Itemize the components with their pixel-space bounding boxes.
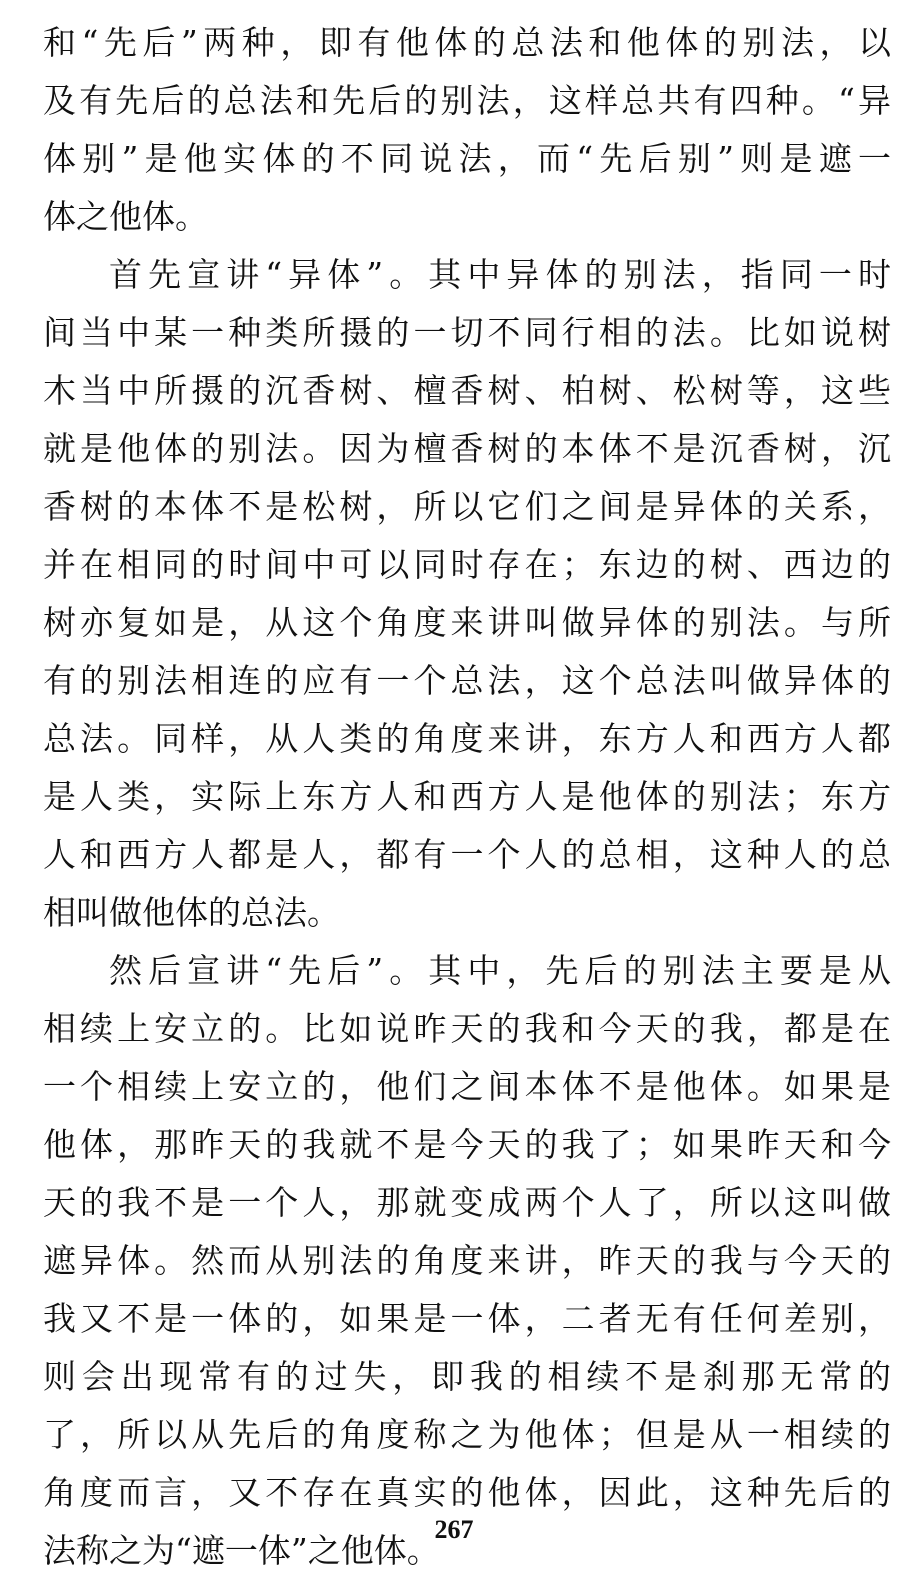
text-line: 及有先后的总法和先后的别法，这样总共有四种。“异: [43, 81, 891, 120]
text-line: 他体，那昨天的我就不是今天的我了；如果昨天和今: [43, 1125, 891, 1164]
text-line: 香树的本体不是松树，所以它们之间是异体的关系，: [43, 487, 891, 526]
text-line: 一个相续上安立的，他们之间本体不是他体。如果是: [43, 1067, 891, 1106]
text-line: 体之他体。: [43, 197, 208, 236]
text-line: 和“先后”两种，即有他体的总法和他体的别法，以: [43, 23, 891, 62]
text-line: 则会出现常有的过失，即我的相续不是刹那无常的: [43, 1357, 891, 1396]
text-line: 首先宣讲“异体”。其中异体的别法，指同一时: [109, 255, 891, 294]
text-line: 是人类，实际上东方人和西方人是他体的别法；东方: [43, 777, 891, 816]
text-line: 体别”是他实体的不同说法，而“先后别”则是遮一: [43, 139, 891, 178]
text-line: 我又不是一体的，如果是一体，二者无有任何差别，: [43, 1299, 891, 1338]
text-line: 间当中某一种类所摄的一切不同行相的法。比如说树: [43, 313, 891, 352]
text-line: 人和西方人都是人，都有一个人的总相，这种人的总: [43, 835, 891, 874]
text-line: 总法。同样，从人类的角度来讲，东方人和西方人都: [43, 719, 891, 758]
text-line: 了，所以从先后的角度称之为他体；但是从一相续的: [43, 1415, 891, 1454]
text-line: 天的我不是一个人，那就变成两个人了，所以这叫做: [43, 1183, 891, 1222]
text-line: 木当中所摄的沉香树、檀香树、柏树、松树等，这些: [43, 371, 891, 410]
text-line: 遮异体。然而从别法的角度来讲，昨天的我与今天的: [43, 1241, 891, 1280]
text-line: 并在相同的时间中可以同时存在；东边的树、西边的: [43, 545, 891, 584]
body-text: [43, 14, 891, 1580]
text-line: 就是他体的别法。因为檀香树的本体不是沉香树，沉: [43, 429, 891, 468]
text-line: 树亦复如是，从这个角度来讲叫做异体的别法。与所: [43, 603, 891, 642]
text-line: 角度而言，又不存在真实的他体，因此，这种先后的: [43, 1473, 891, 1512]
text-line: 有的别法相连的应有一个总法，这个总法叫做异体的: [43, 661, 891, 700]
text-line: 然后宣讲“先后”。其中，先后的别法主要是从: [109, 951, 891, 990]
page-number: 267: [434, 1515, 474, 1544]
text-line: 相续上安立的。比如说昨天的我和今天的我，都是在: [43, 1009, 891, 1048]
text-line: 法称之为“遮一体”之他体。: [43, 1531, 440, 1570]
text-line: 相叫做他体的总法。: [43, 893, 340, 932]
